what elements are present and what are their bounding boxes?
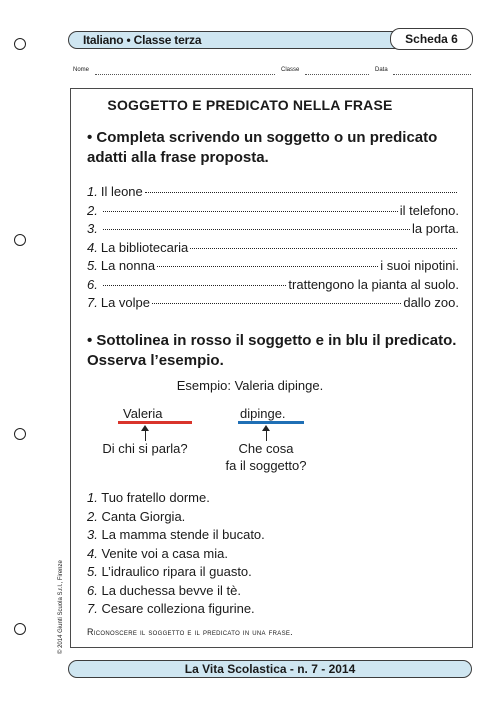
exercise1-instruction: • Completa scrivendo un soggetto o un predicato adatti alla frase proposta. — [87, 129, 438, 166]
exercise1-line-2: 2. il telefono. — [87, 203, 459, 218]
name-label: Nome — [73, 67, 90, 73]
name-field[interactable] — [95, 74, 275, 75]
example-subject-word: Valeria — [123, 406, 163, 421]
class-field[interactable] — [305, 74, 369, 75]
fill-in-blank[interactable] — [190, 248, 457, 249]
learning-objective: Riconoscere il soggetto e il predicato in una frase. — [87, 627, 293, 637]
binder-hole — [14, 428, 26, 440]
fill-in-blank[interactable] — [145, 192, 457, 193]
fill-in-blank[interactable] — [157, 266, 378, 267]
student-fields — [73, 67, 471, 77]
exercise1-line-5: 5. La nonna i suoi nipotini. — [87, 258, 459, 273]
exercise2-instruction: • Sottolinea in rosso il soggetto e in blu il predicato. Osserva l’esempio. — [87, 332, 457, 369]
sentence-item[interactable]: 4. Venite voi a casa mia. — [87, 546, 228, 561]
footer-bar: La Vita Scolastica - n. 7 - 2014 — [68, 660, 472, 678]
subject-underline — [118, 421, 192, 424]
exercise1-line-1: 1. Il leone — [87, 184, 459, 202]
fill-in-blank[interactable] — [103, 285, 287, 286]
class-label: Classe — [281, 67, 300, 73]
predicate-question: Che cosa fa il soggetto? — [225, 441, 307, 473]
exercise1-line-6: 6. trattengono la pianta al suolo. — [87, 277, 459, 292]
copyright-notice: © 2014 Giunti Scuola S.r.l., Firenze — [58, 560, 64, 654]
sentence-item[interactable]: 2. Canta Giorgia. — [87, 509, 186, 524]
scheda-label: Scheda 6 — [390, 28, 473, 50]
subject-question: Di chi si parla? — [102, 441, 188, 456]
date-field[interactable] — [393, 74, 471, 75]
exercise1-line-3: 3. la porta. — [87, 221, 459, 236]
sentence-item[interactable]: 6. La duchessa bevve il tè. — [87, 583, 241, 598]
predicate-underline — [238, 421, 304, 424]
fill-in-blank[interactable] — [152, 303, 401, 304]
fill-in-blank[interactable] — [103, 229, 410, 230]
sentence-item[interactable]: 5. L’idraulico ripara il guasto. — [87, 564, 252, 579]
sentence-item[interactable]: 3. La mamma stende il bucato. — [87, 527, 265, 542]
header-bar — [68, 31, 472, 49]
exercise1-line-4: 4. La bibliotecaria — [87, 240, 459, 258]
binder-hole — [14, 38, 26, 50]
binder-hole — [14, 234, 26, 246]
header-title: Italiano • Classe terza — [83, 33, 202, 47]
exercise1-line-7: 7. La volpe dallo zoo. — [87, 295, 459, 310]
fill-in-blank[interactable] — [103, 211, 398, 212]
sentence-item[interactable]: 1. Tuo fratello dorme. — [87, 490, 210, 505]
example-caption: Esempio: Valeria dipinge. — [176, 378, 324, 393]
date-label: Data — [375, 67, 388, 73]
worksheet-title: SOGGETTO E PREDICATO NELLA FRASE — [107, 97, 393, 113]
sentence-item[interactable]: 7. Cesare colleziona figurine. — [87, 601, 255, 616]
example-predicate-word: dipinge. — [240, 406, 286, 421]
binder-hole — [14, 623, 26, 635]
